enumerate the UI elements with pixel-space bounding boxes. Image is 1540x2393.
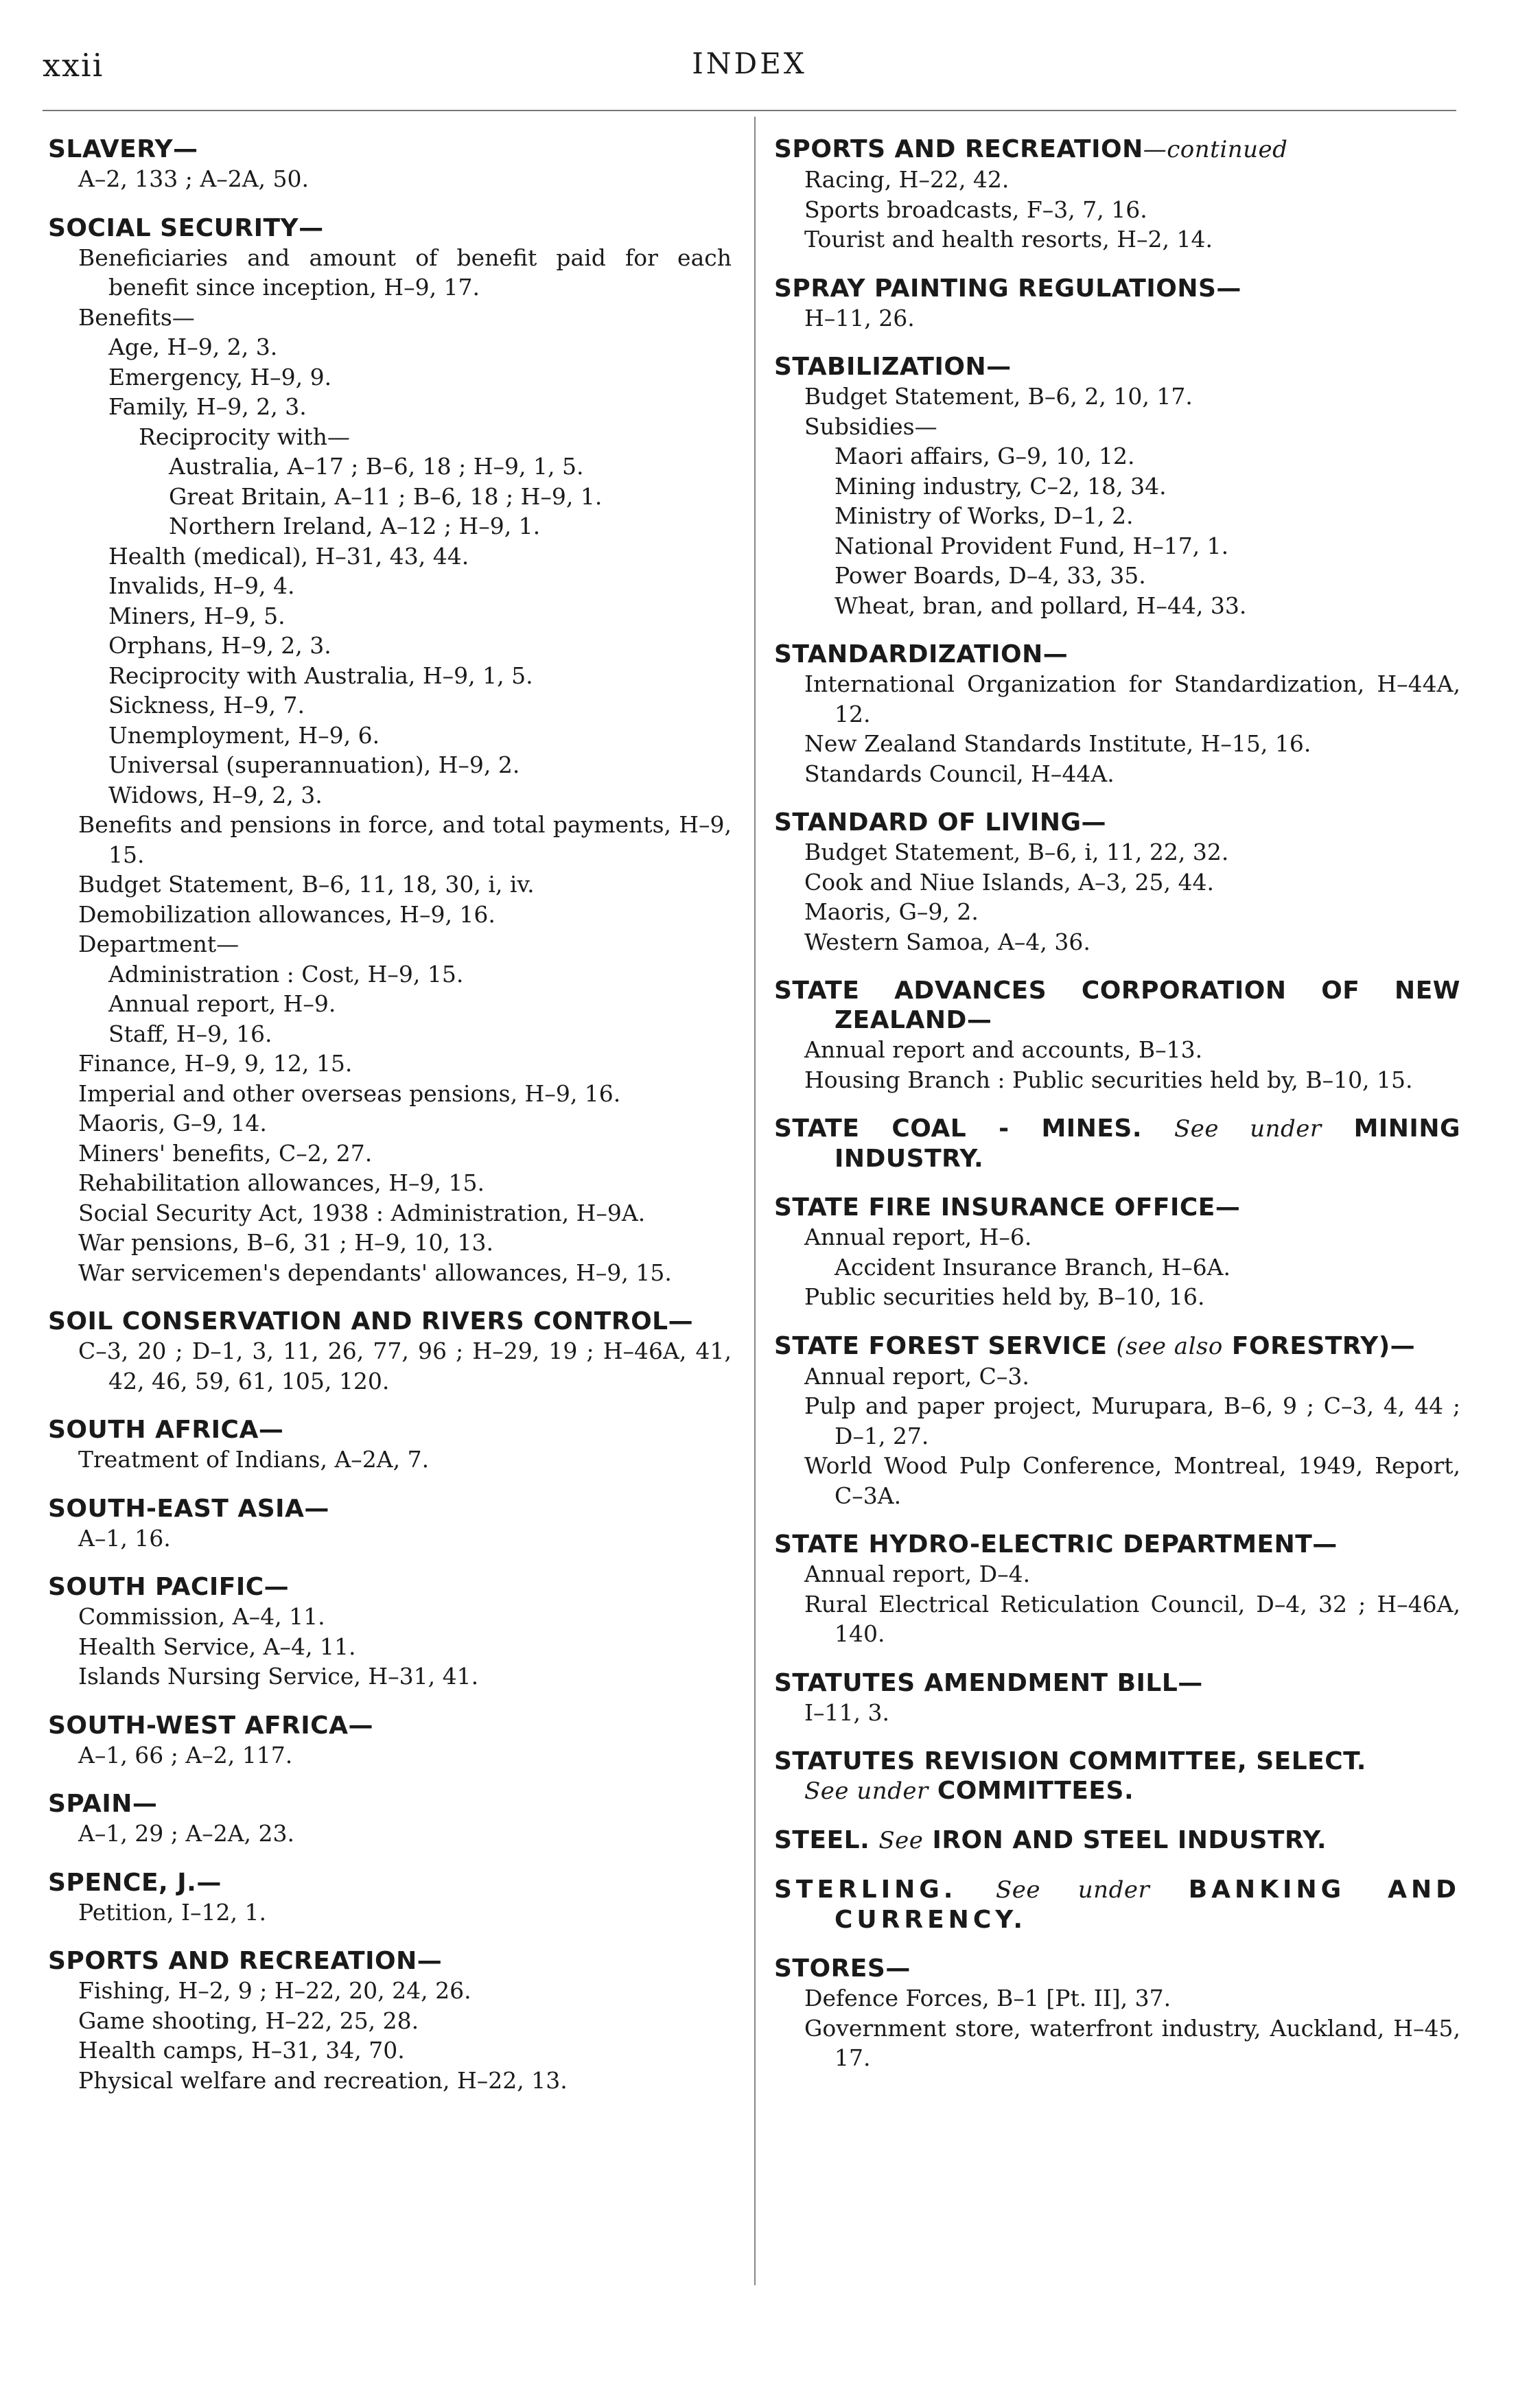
index-entry-sports-continued (774, 135, 1460, 255)
entry-line: Physical welfare and recreation, H–22, 13. (78, 2066, 568, 2094)
index-entry-south-africa (48, 1415, 732, 1475)
entry-heading (774, 135, 1460, 165)
heading-text: STERLING. (774, 1876, 957, 1904)
entry-line: Rehabilitation allowances, H–9, 15. (78, 1169, 485, 1196)
entry-line: Social Security Act, 1938 : Administration, H–9A. (78, 1199, 646, 1226)
index-entry-stabilization (774, 352, 1460, 620)
entry-line: Islands Nursing Service, H–31, 41. (78, 1663, 479, 1690)
entry-line: Health camps, H–31, 34, 70. (78, 2037, 405, 2064)
left-column (48, 135, 732, 2114)
entry-line: Maori affairs, G–9, 10, 12. (835, 443, 1135, 469)
entry-heading: STATE ADVANCES CORPORATION OF NEW ZEALAND— (774, 977, 1460, 1034)
index-entry-standard-of-living (774, 808, 1460, 957)
entry-heading: STATE HYDRO-ELECTRIC DEPARTMENT— (774, 1530, 1338, 1559)
entry-line: Game shooting, H–22, 25, 28. (78, 2007, 419, 2034)
see-reference: See under (804, 1777, 929, 1805)
cross-reference: IRON AND STEEL INDUSTRY. (932, 1826, 1327, 1854)
index-entry-soil-conservation (48, 1307, 732, 1396)
entry-line: C–3, 20 ; D–1, 3, 11, 26, 77, 96 ; H–29, 19 ; H–46A, 41, 42, 46, 59, 61, 105, 120. (78, 1338, 732, 1394)
entry-heading: SOCIAL SECURITY— (48, 213, 324, 242)
entry-line: Sports broadcasts, F–3, 7, 16. (804, 196, 1147, 223)
entry-line: Commission, A–4, 11. (78, 1603, 325, 1630)
cross-reference: COMMITTEES. (937, 1777, 1134, 1805)
index-entry-south-west-africa (48, 1711, 732, 1771)
entry-line: Racing, H–22, 42. (804, 166, 1010, 193)
continued-label: —continued (1143, 136, 1288, 163)
entry-heading (774, 1114, 1460, 1174)
entry-line: Family, H–9, 2, 3. (108, 393, 307, 420)
index-entry-social-security (48, 213, 732, 1288)
heading-text: STATE COAL - MINES. (774, 1114, 1143, 1143)
index-entry-sports-and-recreation (48, 1946, 732, 2095)
entry-line: Tourist and health resorts, H–2, 14. (804, 226, 1213, 253)
entry-heading: SPENCE, J.— (48, 1868, 222, 1897)
entry-line: A–1, 29 ; A–2A, 23. (78, 1820, 295, 1847)
entry-line: National Provident Fund, H–17, 1. (835, 532, 1229, 559)
entry-line: Housing Branch : Public securities held by, B–10, 15. (804, 1066, 1413, 1093)
entry-line: World Wood Pulp Conference, Montreal, 1949, Report, C–3A. (804, 1452, 1460, 1509)
entry-heading: STATE FIRE INSURANCE OFFICE— (774, 1193, 1241, 1222)
entry-line: International Organization for Standardization, H–44A, 12. (804, 670, 1460, 727)
entry-line: Imperial and other overseas pensions, H–9, 16. (78, 1079, 621, 1107)
entry-line: Australia, A–17 ; B–6, 18 ; H–9, 1, 5. (169, 453, 584, 480)
right-column (774, 135, 1460, 2092)
entry-line: Invalids, H–9, 4. (108, 572, 295, 599)
entry-heading: SPAIN— (48, 1790, 158, 1818)
index-entry-state-forest-service (774, 1331, 1460, 1511)
entry-line: Budget Statement, B–6, 11, 18, 30, i, iv. (78, 871, 535, 898)
entry-line: Wheat, bran, and pollard, H–44, 33. (835, 592, 1247, 619)
entry-line: War pensions, B–6, 31 ; H–9, 10, 13. (78, 1229, 493, 1256)
entry-heading: STANDARDIZATION— (774, 640, 1069, 668)
index-entry-south-east-asia (48, 1494, 732, 1554)
entry-line: Ministry of Works, D–1, 2. (835, 502, 1134, 529)
index-entry-south-pacific (48, 1572, 732, 1692)
entry-line: Annual report, H–9. (108, 990, 336, 1017)
entry-line: Miners, H–9, 5. (108, 602, 285, 629)
entry-line: Annual report, C–3. (804, 1362, 1029, 1390)
entry-heading: SOUTH AFRICA— (48, 1416, 284, 1444)
entry-line: Administration : Cost, H–9, 15. (108, 960, 464, 988)
index-entry-state-fire-insurance (774, 1193, 1460, 1312)
entry-line: Petition, I–12, 1. (78, 1898, 266, 1926)
index-entry-spain (48, 1789, 732, 1849)
entry-heading: SOUTH-WEST AFRICA— (48, 1711, 373, 1740)
entry-line: Power Boards, D–4, 33, 35. (835, 562, 1146, 589)
index-entry-state-hydro-electric (774, 1530, 1460, 1649)
index-entry-steel (774, 1825, 1460, 1856)
index-entry-stores (774, 1954, 1460, 2073)
entry-line: Demobilization allowances, H–9, 16. (78, 900, 495, 928)
entry-line: Unemployment, H–9, 6. (108, 721, 380, 749)
entry-line: A–1, 66 ; A–2, 117. (78, 1741, 293, 1769)
entry-line: Health (medical), H–31, 43, 44. (108, 542, 469, 570)
see-also-reference: (see also (1116, 1332, 1223, 1360)
entry-line: Emergency, H–9, 9. (108, 363, 332, 390)
page-header (43, 47, 1456, 95)
index-entry-state-coal-mines (774, 1114, 1460, 1174)
entry-line: Western Samoa, A–4, 36. (804, 928, 1090, 955)
entry-line: Health Service, A–4, 11. (78, 1633, 356, 1660)
cross-reference: MINING INDUSTRY. (835, 1114, 1460, 1173)
entry-line: Sickness, H–9, 7. (108, 692, 305, 719)
entry-heading: SOIL CONSERVATION AND RIVERS CONTROL— (48, 1307, 694, 1335)
entry-heading: SOUTH PACIFIC— (48, 1573, 290, 1601)
entry-line: Annual report, D–4. (804, 1561, 1031, 1587)
entry-line: Beneficiaries and amount of benefit paid for each benefit since inception, H–9, 17. (78, 244, 732, 301)
entry-heading: STANDARD OF LIVING— (774, 808, 1107, 837)
entry-line: Benefits— (78, 303, 195, 331)
see-reference: See under (995, 1876, 1150, 1904)
index-entry-spray-painting (774, 274, 1460, 334)
entry-heading: SPRAY PAINTING REGULATIONS— (774, 274, 1241, 303)
index-entry-sterling (774, 1875, 1460, 1935)
entry-line: Standards Council, H–44A. (804, 760, 1115, 787)
entry-line: Budget Statement, B–6, i, 11, 22, 32. (804, 839, 1229, 865)
entry-line: Reciprocity with Australia, H–9, 1, 5. (108, 662, 533, 689)
entry-heading: SPORTS AND RECREATION— (48, 1947, 443, 1975)
column-divider (754, 117, 756, 2285)
entry-heading: SLAVERY— (48, 135, 198, 163)
heading-text: SPORTS AND RECREATION (774, 135, 1143, 163)
entry-line: Orphans, H–9, 2, 3. (108, 632, 331, 659)
index-entry-spence (48, 1868, 732, 1928)
entry-line: Subsidies— (804, 412, 937, 440)
entry-line: Annual report and accounts, B–13. (804, 1036, 1203, 1063)
page-title: INDEX (692, 47, 807, 80)
entry-heading: STABILIZATION— (774, 353, 1012, 381)
entry-line: Department— (78, 931, 240, 957)
entry-heading (774, 1825, 1460, 1856)
page-number: xxii (43, 47, 104, 84)
entry-line: New Zealand Standards Institute, H–15, 16. (804, 730, 1311, 757)
index-entry-statutes-amendment (774, 1668, 1460, 1728)
entry-heading: STATUTES AMENDMENT BILL— (774, 1668, 1203, 1697)
entry-heading (774, 1331, 1460, 1362)
entry-line: Miners' benefits, C–2, 27. (78, 1139, 373, 1167)
index-entry-state-advances (774, 976, 1460, 1095)
entry-line: Reciprocity with— (139, 423, 350, 450)
entry-line: Mining industry, C–2, 18, 34. (835, 472, 1167, 500)
entry-heading: STATUTES REVISION COMMITTEE, SELECT. (774, 1747, 1366, 1775)
entry-heading: STORES— (774, 1954, 911, 1983)
entry-heading: SOUTH-EAST ASIA— (48, 1494, 329, 1523)
entry-line: I–11, 3. (804, 1699, 889, 1726)
entry-line: H–11, 26. (804, 304, 915, 331)
entry-line: Maoris, G–9, 14. (78, 1110, 267, 1136)
entry-line: Finance, H–9, 9, 12, 15. (78, 1050, 353, 1077)
entry-line: Great Britain, A–11 ; B–6, 18 ; H–9, 1. (169, 482, 603, 510)
entry-line: Widows, H–9, 2, 3. (108, 781, 323, 808)
heading-text: STATE FOREST SERVICE (774, 1331, 1108, 1360)
cross-reference: BANKING AND CURRENCY. (835, 1876, 1460, 1934)
entry-line: Universal (superannuation), H–9, 2. (108, 751, 520, 778)
entry-line: Maoris, G–9, 2. (804, 898, 979, 925)
entry-line: A–1, 16. (78, 1524, 171, 1552)
entry-line: Budget Statement, B–6, 2, 10, 17. (804, 383, 1193, 410)
index-entry-slavery (48, 135, 732, 194)
entry-heading (774, 1875, 1460, 1935)
see-reference: See under (1174, 1115, 1322, 1143)
entry-line: Benefits and pensions in force, and total payments, H–9, 15. (78, 811, 732, 868)
entry-line: Treatment of Indians, A–2A, 7. (78, 1446, 430, 1473)
entry-line: Cook and Niue Islands, A–3, 25, 44. (804, 868, 1214, 896)
entry-line: Defence Forces, B–1 [Pt. II], 37. (804, 1985, 1171, 2011)
index-entry-statutes-revision (774, 1747, 1460, 1806)
entry-line: Northern Ireland, A–12 ; H–9, 1. (169, 513, 541, 539)
entry-line: Public securities held by, B–10, 16. (804, 1283, 1205, 1310)
see-reference: See (878, 1827, 924, 1854)
entry-line: Accident Insurance Branch, H–6A. (835, 1253, 1230, 1281)
entry-line: Pulp and paper project, Murupara, B–6, 9 ; C–3, 4, 44 ; D–1, 27. (804, 1392, 1460, 1449)
entry-line: A–2, 133 ; A–2A, 50. (78, 165, 310, 192)
index-entry-standardization (774, 640, 1460, 789)
entry-line: Fishing, H–2, 9 ; H–22, 20, 24, 26. (78, 1977, 471, 2004)
entry-line: Age, H–9, 2, 3. (108, 334, 278, 360)
header-rule (43, 110, 1456, 111)
entry-heading-line (774, 1776, 1460, 1806)
cross-reference: FORESTRY)— (1231, 1331, 1416, 1360)
entry-line: Rural Electrical Reticulation Council, D–4, 32 ; H–46A, 140. (804, 1590, 1460, 1647)
entry-line: Annual report, H–6. (804, 1224, 1032, 1250)
entry-line: Staff, H–9, 16. (108, 1020, 272, 1047)
entry-line: War servicemen's dependants' allowances, H–9, 15. (78, 1259, 672, 1286)
entry-line: Government store, waterfront industry, Auckland, H–45, 17. (804, 2014, 1460, 2071)
heading-text: STEEL. (774, 1826, 870, 1854)
